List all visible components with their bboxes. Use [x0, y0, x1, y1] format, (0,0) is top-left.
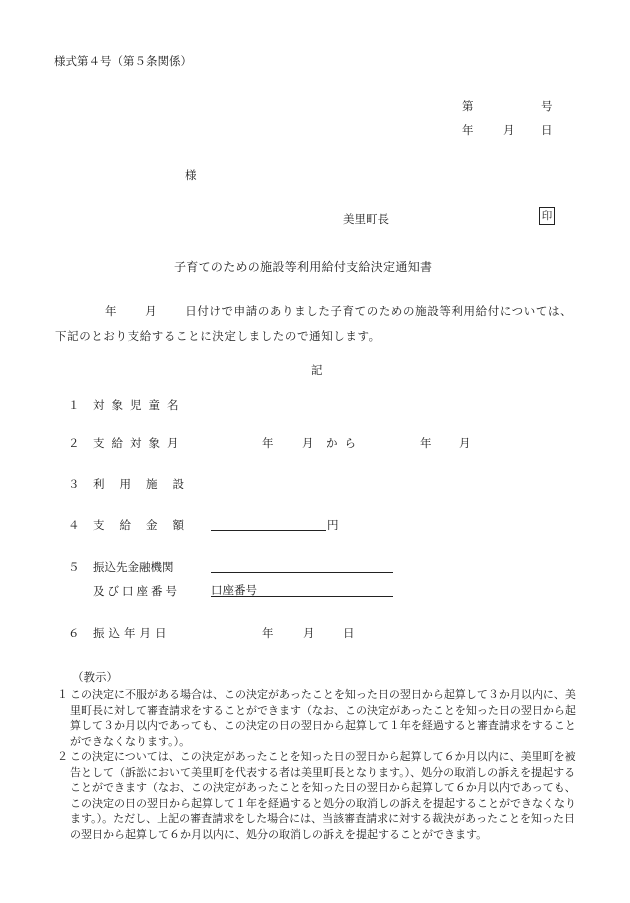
note-number: ２ — [57, 750, 68, 763]
amount-field[interactable] — [211, 516, 326, 531]
note-number: １ — [57, 688, 68, 701]
note-2 — [57, 749, 577, 842]
item-label: 振込先金融機関 — [93, 560, 174, 574]
to-year: 年 — [420, 436, 432, 450]
doc-number-prefix: 第 — [462, 99, 474, 113]
addressee-suffix: 様 — [185, 168, 197, 182]
item-label: 支給金額 — [93, 518, 199, 532]
item-label: 振込年月日 — [93, 626, 171, 640]
note-text: この決定については、この決定があったことを知った日の翌日から起算して６か月以内に、美里町を被告として（訴訟において美里町を代表する者は美里町長となります。）、処分の取消しの訴えを提起することができます（なお、この決定があったことを知った日の翌日から起算して６か月以内であっても、この決定の日の翌日から起算して１年を経過すると処分の取消しの訴えを提起することができなくなります。）。ただし、上記の審査請求をした場合には、当該審査請求に対する裁決があったことを知った日の翌日から起算して６か月以内に、処分の取消しの訴えを提起することができます。 — [70, 750, 576, 841]
account-number-field[interactable] — [211, 582, 393, 597]
item-number: ６ — [68, 626, 80, 640]
transfer-month: 月 — [303, 626, 315, 640]
intro-year: 年 — [105, 304, 118, 318]
from-year: 年 — [262, 436, 274, 450]
item-number: ２ — [68, 436, 80, 450]
transfer-year: 年 — [262, 626, 274, 640]
intro-month: 月 — [145, 304, 158, 318]
account-label: 口座番号 — [211, 583, 257, 597]
date-year: 年 — [462, 123, 474, 137]
kara-label: から — [326, 436, 363, 450]
date-month: 月 — [503, 123, 515, 137]
from-month: 月 — [302, 436, 314, 450]
notes-heading: （教示） — [72, 670, 118, 684]
transfer-day: 日 — [343, 626, 355, 640]
item-label: 対象児童名 — [93, 398, 186, 412]
item-number: ３ — [68, 477, 80, 491]
form-number: 様式第４号（第５条関係） — [54, 54, 192, 68]
intro-text: 日付けで申請のありました子育てのための施設等利用給付については、下記のとおり支給することに決定しましたので通知します。 — [55, 304, 573, 343]
seal-box: 印 — [539, 207, 555, 225]
to-month: 月 — [459, 436, 471, 450]
yen-unit: 円 — [327, 518, 339, 532]
document-title: 子育てのための施設等利用給付支給決定通知書 — [174, 260, 433, 274]
issuer-name: 美里町長 — [343, 212, 389, 226]
item-label: 利用施設 — [93, 477, 199, 491]
ki-heading: 記 — [311, 363, 323, 377]
item-label: 支給対象月 — [93, 436, 186, 450]
item-number: ４ — [68, 518, 80, 532]
item-number: ５ — [68, 560, 80, 574]
intro-paragraph — [55, 299, 580, 349]
item-label-2: 及び口座番号 — [93, 584, 180, 598]
date-day: 日 — [541, 123, 553, 137]
doc-number-suffix: 号 — [541, 99, 553, 113]
item-number: １ — [68, 398, 80, 412]
note-text: この決定に不服がある場合は、この決定があったことを知った日の翌日から起算して３か月以内に、美里町長に対して審査請求をすることができます（なお、この決定があったことを知った日の翌日から起算して３か月以内であっても、この決定の日の翌日から起算して１年を経過すると審査請求をすることができなくなります。）。 — [70, 688, 576, 748]
bank-field[interactable] — [211, 558, 393, 573]
note-1 — [57, 687, 577, 749]
